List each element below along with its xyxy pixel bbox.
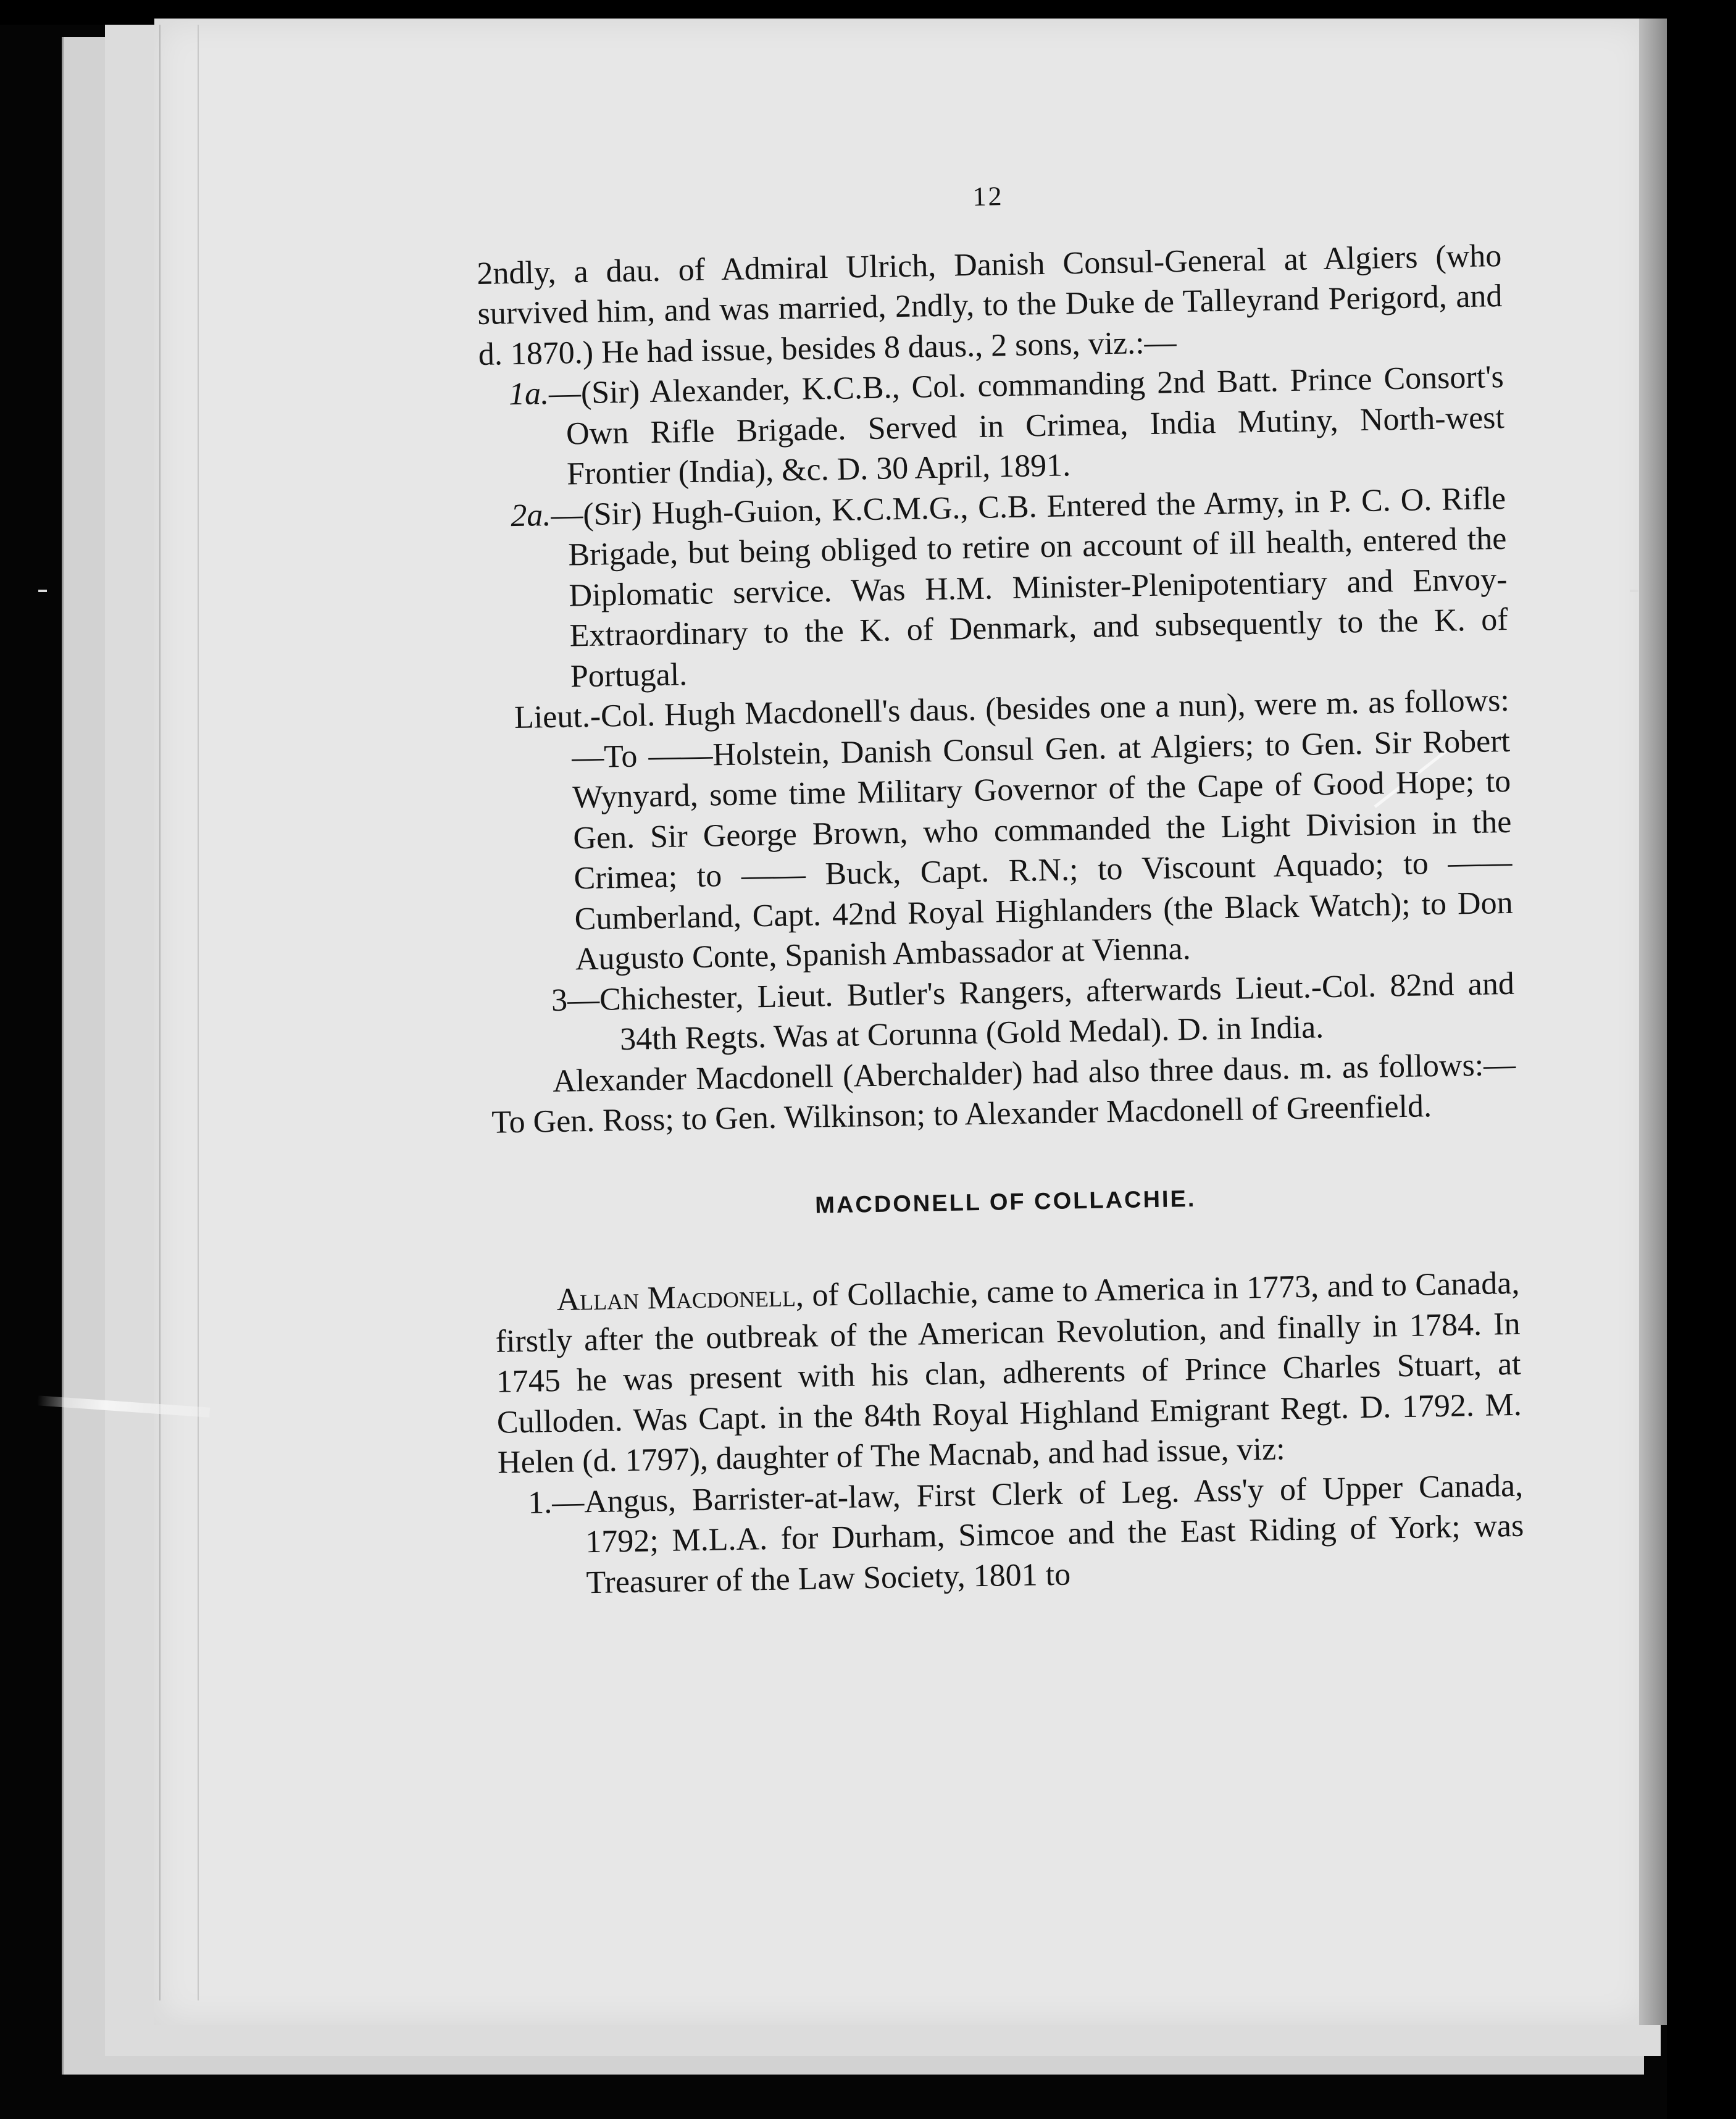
entry-1a bbox=[478, 357, 1505, 496]
entry-3: 3—Chichester, Lieut. Butler's Rangers, afterwards Lieut.-Col. 82nd and 34th Regts. Was at Corunna (Gold Medal). D. in India. bbox=[551, 966, 1515, 1058]
entry-text: —(Sir) Alexander, K.C.B., Col. commanding 2nd Batt. Prince Consort's Own Rifle Brigade. Served in Crimea, India Mutiny, North-west Frontier (India), &c. D. 30 April, 1891. bbox=[548, 359, 1505, 492]
entry-text: —(Sir) Hugh-Guion, K.C.M.G., C.B. Entered the Army, in P. C. O. Rifle Brigade, but being obliged to retire on account of ill health, entered the Diplomatic service. Was H.M. Minister-Plenipotentiary and Envoy-Extraordinary to the K. of Denmark, and subsequently to the K. of Portugal. bbox=[550, 480, 1509, 694]
entry-label: 1a. bbox=[508, 375, 549, 412]
page-text-block bbox=[475, 167, 1525, 1605]
paragraph-allan bbox=[495, 1263, 1522, 1483]
page-gutter-shadow bbox=[1639, 19, 1667, 2025]
margin-tick-mark bbox=[38, 590, 47, 592]
entry-label: 2a. bbox=[510, 497, 551, 533]
paragraph-aberchalder: Alexander Macdonell (Aberchalder) had also three daus. m. as follows:—To Gen. Ross; to Gen. Wilkinson; to Alexander Macdonell of Greenfield. bbox=[491, 1047, 1516, 1140]
paragraph-intro: 2ndly, a dau. of Admiral Ulrich, Danish Consul-General at Algiers (who survived him, and was married, 2ndly, to the Duke de Talleyrand Perigord, and d. 1870.) He had issue, besides 8 daus., 2 sons, viz.:— bbox=[476, 238, 1503, 372]
page-number: 12 bbox=[972, 181, 1004, 212]
person-name: Allan Macdonell bbox=[556, 1278, 796, 1318]
margin-tick-mark bbox=[1630, 590, 1638, 592]
entry-2a bbox=[481, 478, 1509, 698]
page-stack-edges bbox=[159, 25, 199, 2000]
paragraph-daughters: Lieut.-Col. Hugh Macdonell's daus. (besides one a nun), were m. as follows:—To ——Holstein, Danish Consul Gen. at Algiers; to Gen. Sir Robert Wynyard, some time Military Governor of the Cape of Good Hope; to Gen. Sir George Brown, who commanded the Light Division in the Crimea; to —— Buck, Capt. R.N.; to Viscount Aquado; to —— Cumberland, Capt. 42nd Royal Highlanders (the Black Watch); to Don Augusto Conte, Spanish Ambassador at Vienna. bbox=[514, 682, 1514, 977]
paragraph-text: , of Collachie, came to America in 1773, and to Canada, firstly after the outbreak of the American Revolution, and finally in 1784. In 1745 he was present with his clan, adherents of Prince Charles Stuart, at Culloden. Was Capt. in the 84th Royal Highland Emigrant Regt. D. 1792. M. Helen (d. 1797), daughter of The Macnab, and had issue, viz: bbox=[495, 1265, 1522, 1481]
section-heading: MACDONELL OF COLLACHIE. bbox=[814, 1185, 1196, 1219]
entry-1: 1.—Angus, Barrister-at-law, First Clerk of Leg. Ass'y of Upper Canada, 1792; M.L.A. for Durham, Simcoe and the East Riding of York; was Treasurer of the Law Society, 1801 to bbox=[527, 1468, 1524, 1600]
scan-right-edge bbox=[1667, 0, 1736, 2119]
